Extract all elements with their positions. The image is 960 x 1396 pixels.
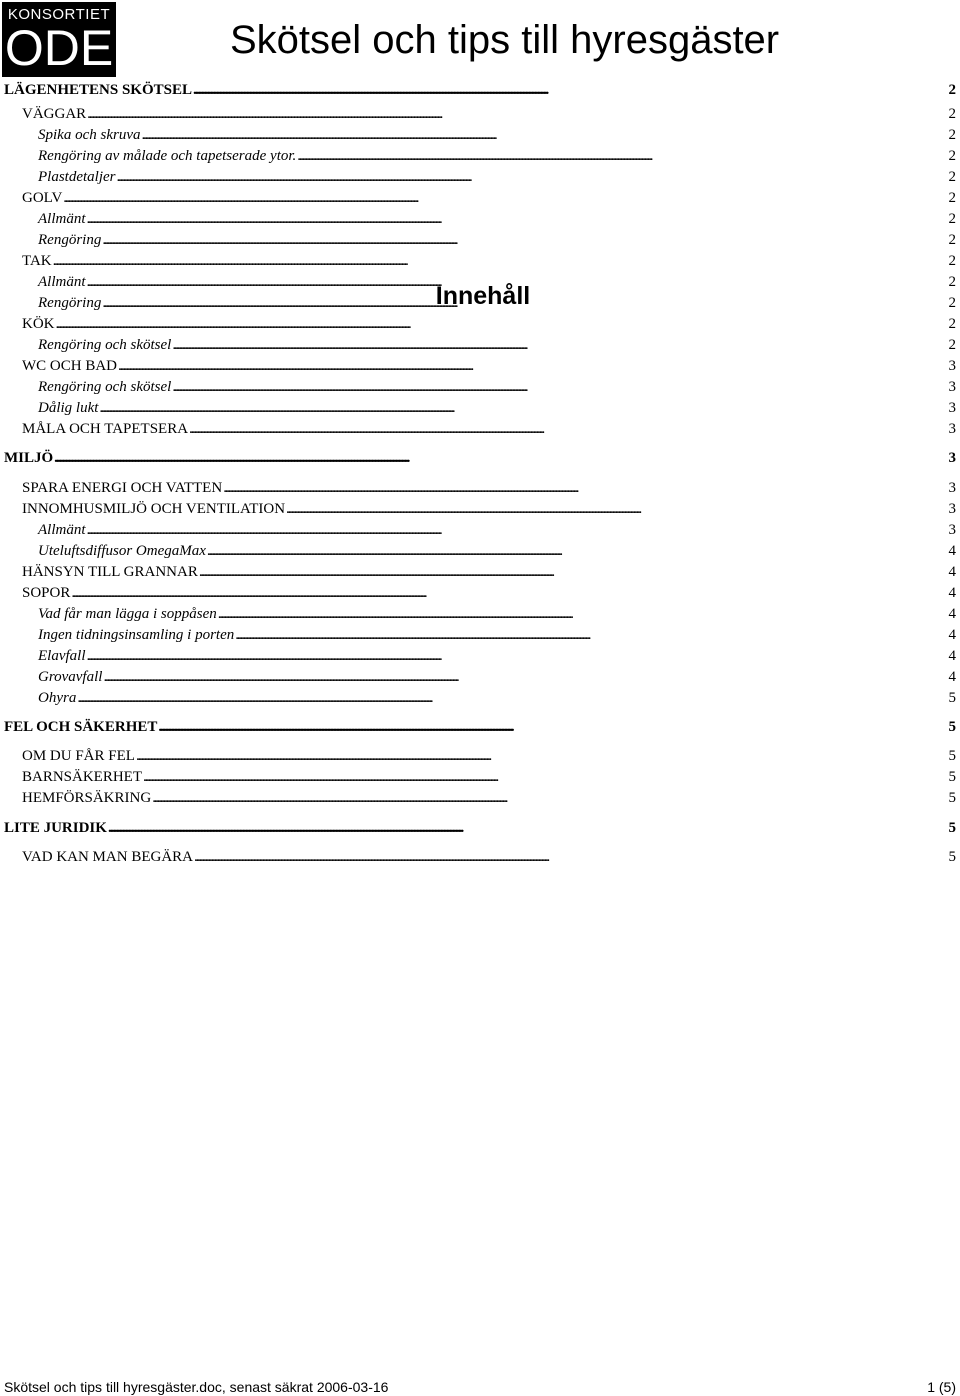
- toc-leader-dots: [207, 543, 948, 560]
- toc-entry-page: 4: [948, 585, 956, 601]
- toc-entry-title: LÄGENHETENS SKÖTSEL: [4, 82, 192, 98]
- toc-leader-dots: [189, 421, 947, 438]
- toc-leader-dots: [54, 450, 947, 467]
- toc-entry-title: OM DU FÅR FEL: [22, 748, 135, 764]
- toc-entry-page: 3: [948, 379, 956, 395]
- toc-leader-dots: [53, 253, 948, 270]
- toc-entry-page: 5: [948, 790, 956, 806]
- toc-entry[interactable]: [22, 421, 956, 438]
- toc-entry-page: 4: [948, 543, 956, 559]
- toc-entry-page: 3: [948, 522, 956, 538]
- toc-leader-dots: [77, 690, 947, 707]
- toc-leader-dots: [143, 769, 947, 786]
- toc-entry-title: Spika och skruva: [38, 127, 141, 143]
- toc-entry[interactable]: [38, 232, 956, 249]
- toc-entry-title: Dålig lukt: [38, 400, 99, 416]
- toc-entry-title: BARNSÄKERHET: [22, 769, 143, 785]
- toc-entry-page: 4: [948, 564, 956, 580]
- toc-entry-title: Ingen tidningsinsamling i porten: [38, 627, 235, 643]
- toc-entry-page: 5: [948, 769, 956, 785]
- toc-entry[interactable]: [38, 148, 956, 165]
- logo-bottom-text: ODE: [4, 20, 114, 76]
- toc-leader-dots: [136, 748, 948, 765]
- toc-leader-dots: [99, 400, 947, 417]
- toc-entry[interactable]: [38, 522, 956, 539]
- toc-entry-page: 3: [948, 358, 956, 374]
- toc-entry-page: 2: [948, 274, 956, 290]
- toc-entry-title: Rengöring av målade och tapetserade ytor.: [38, 148, 297, 164]
- toc-entry-page: 5: [948, 748, 956, 764]
- toc-leader-dots: [56, 316, 948, 333]
- toc-entry-title: Rengöring: [38, 232, 102, 248]
- toc-entry-title: Plastdetaljer: [38, 169, 116, 185]
- toc-entry-title: FEL OCH SÄKERHET: [4, 719, 158, 735]
- toc-entry-page: 2: [948, 148, 956, 164]
- toc-entry[interactable]: [4, 82, 956, 99]
- toc-leader-dots: [297, 148, 947, 165]
- toc-leader-dots: [172, 379, 947, 396]
- toc-entry-page: 4: [948, 648, 956, 664]
- toc-leader-dots: [194, 849, 948, 866]
- toc-entry-page: 2: [948, 127, 956, 143]
- toc-entry-title: SOPOR: [22, 585, 71, 601]
- toc-entry-title: Rengöring och skötsel: [38, 379, 172, 395]
- toc-entry-title: Allmänt: [38, 211, 86, 227]
- toc-entry-title: Allmänt: [38, 274, 86, 290]
- toc-entry-page: 2: [948, 106, 956, 122]
- toc-leader-dots: [63, 190, 947, 207]
- toc-leader-dots: [71, 585, 947, 602]
- toc-entry-title: GOLV: [22, 190, 63, 206]
- toc-leader-dots: [87, 211, 948, 228]
- toc-entry[interactable]: [38, 627, 956, 644]
- toc-entry[interactable]: [38, 400, 956, 417]
- toc-leader-dots: [223, 480, 947, 497]
- toc-entry-title: Grovavfall: [38, 669, 103, 685]
- toc-entry-title: HEMFÖRSÄKRING: [22, 790, 152, 806]
- toc-entry-title: VÄGGAR: [22, 106, 87, 122]
- toc-entry[interactable]: [22, 190, 956, 207]
- toc-entry[interactable]: [38, 379, 956, 396]
- page-footer: [4, 1379, 956, 1395]
- toc-leader-dots: [102, 295, 947, 312]
- toc-entry-page: 4: [948, 669, 956, 685]
- toc-leader-dots: [102, 232, 947, 249]
- toc-entry-title: LITE JURIDIK: [4, 820, 107, 836]
- toc-leader-dots: [286, 501, 947, 518]
- toc-entry-page: 4: [948, 627, 956, 643]
- toc-entry[interactable]: [22, 748, 956, 765]
- toc-entry[interactable]: [4, 719, 956, 736]
- toc-entry[interactable]: [4, 820, 956, 837]
- toc-leader-dots: [235, 627, 947, 644]
- toc-leader-dots: [87, 648, 948, 665]
- toc-entry[interactable]: [38, 211, 956, 228]
- toc-entry-title: INNOMHUSMILJÖ OCH VENTILATION: [22, 501, 286, 517]
- toc-entry[interactable]: [22, 564, 956, 581]
- toc-entry-page: 5: [948, 820, 956, 836]
- toc-entry[interactable]: [38, 169, 956, 186]
- toc-entry-title: Rengöring och skötsel: [38, 337, 172, 353]
- toc-entry[interactable]: [22, 849, 956, 866]
- toc-leader-dots: [218, 606, 948, 623]
- toc-entry-title: VAD KAN MAN BEGÄRA: [22, 849, 193, 865]
- toc-entry-title: SPARA ENERGI OCH VATTEN: [22, 480, 223, 496]
- toc-leader-dots: [108, 820, 948, 837]
- toc-entry-page: 2: [948, 295, 956, 311]
- toc-entry[interactable]: [38, 127, 956, 144]
- toc-entry-title: MÅLA OCH TAPETSERA: [22, 421, 189, 437]
- toc-entry-title: TAK: [22, 253, 52, 269]
- toc-leader-dots: [87, 274, 948, 291]
- toc-leader-dots: [103, 669, 947, 686]
- toc-leader-dots: [158, 719, 947, 736]
- toc-entry-page: 5: [948, 849, 956, 865]
- toc-entry-page: 2: [948, 169, 956, 185]
- toc-entry[interactable]: [22, 501, 956, 518]
- toc-entry[interactable]: [38, 669, 956, 686]
- toc-entry-page: 2: [948, 190, 956, 206]
- toc-leader-dots: [172, 337, 947, 354]
- toc-entry[interactable]: [4, 450, 956, 467]
- footer-filename: Skötsel och tips till hyresgäster.doc, senast säkrat 2006-03-16: [4, 1379, 389, 1395]
- toc-entry-page: 2: [948, 337, 956, 353]
- toc-entry-title: WC OCH BAD: [22, 358, 118, 374]
- toc-entry-title: Vad får man lägga i soppåsen: [38, 606, 217, 622]
- toc-entry[interactable]: [22, 585, 956, 602]
- toc-leader-dots: [118, 358, 947, 375]
- toc-entry[interactable]: [22, 106, 956, 123]
- toc-entry[interactable]: [22, 790, 956, 807]
- toc-leader-dots: [152, 790, 947, 807]
- toc-entry-title: Allmänt: [38, 522, 86, 538]
- toc-entry-page: 2: [948, 316, 956, 332]
- toc-entry[interactable]: [38, 274, 956, 291]
- toc-heading: Innehåll: [435, 282, 531, 310]
- logo-top-text: KONSORTIET: [7, 6, 111, 23]
- toc-entry-page: 2: [948, 211, 956, 227]
- toc-entry[interactable]: [38, 295, 956, 312]
- toc-entry[interactable]: [22, 358, 956, 375]
- toc-entry[interactable]: [38, 337, 956, 354]
- toc-entry-title: HÄNSYN TILL GRANNAR: [22, 564, 198, 580]
- toc-leader-dots: [87, 106, 947, 123]
- toc-entry-title: KÖK: [22, 316, 55, 332]
- toc-entry-title: Ohyra: [38, 690, 77, 706]
- toc-leader-dots: [87, 522, 948, 539]
- toc-entry-title: MILJÖ: [4, 450, 54, 466]
- toc-entry-page: 3: [948, 501, 956, 517]
- toc-entry-title: Uteluftsdiffusor OmegaMax: [38, 543, 206, 559]
- konsortiet-ode-logo: [2, 2, 116, 77]
- toc-entry[interactable]: [38, 543, 956, 560]
- toc-entry[interactable]: [22, 769, 956, 786]
- toc-leader-dots: [117, 169, 948, 186]
- toc-entry[interactable]: [38, 648, 956, 665]
- footer-page-number: 1 (5): [927, 1379, 956, 1395]
- toc-entry-title: Rengöring: [38, 295, 102, 311]
- toc-entry-page: 4: [948, 606, 956, 622]
- toc-leader-dots: [193, 82, 948, 99]
- toc-entry-page: 3: [948, 400, 956, 416]
- toc-leader-dots: [141, 127, 947, 144]
- toc-entry[interactable]: [22, 316, 956, 333]
- toc-entry-page: 3: [948, 450, 956, 466]
- document-title: Skötsel och tips till hyresgäster: [230, 18, 780, 62]
- toc-entry-page: 3: [948, 421, 956, 437]
- toc-entry-page: 2: [948, 82, 956, 98]
- toc-entry-page: 3: [948, 480, 956, 496]
- toc-entry-page: 5: [948, 719, 956, 735]
- toc-leader-dots: [199, 564, 948, 581]
- toc-entry-page: 2: [948, 232, 956, 248]
- toc-entry-page: 5: [948, 690, 956, 706]
- toc-entry[interactable]: [38, 606, 956, 623]
- toc-entry-title: Elavfall: [38, 648, 86, 664]
- toc-entry[interactable]: [22, 480, 956, 497]
- toc-entry[interactable]: [38, 690, 956, 707]
- toc-entry[interactable]: [22, 253, 956, 270]
- toc-entry-page: 2: [948, 253, 956, 269]
